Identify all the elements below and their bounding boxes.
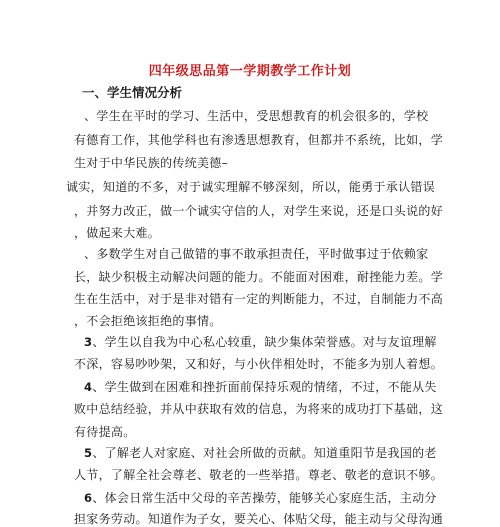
document-title: 四年级思品第一学期教学工作计划: [148, 64, 352, 79]
paragraph-line: 4、学生做到在困难和挫折面前保持乐观的情绪，不过，不能从失: [84, 380, 437, 394]
paragraph-line: 有德育工作，其他学科也有渗透思想教育，但都并不系统，比如，学: [74, 133, 444, 147]
paragraph-line: 不深，容易吵吵架，又和好，与小伙伴相处时，不能多为别人着想。: [74, 357, 444, 371]
paragraph-line: 长，缺少积极主动解决问题的能力。不能面对困难，耐挫能力差。学: [74, 270, 444, 284]
section-heading: 一、学生情况分析: [82, 85, 183, 100]
paragraph-line: 诚实，知道的不多，对于诚实理解不够深刻，所以，能勇于承认错误: [66, 180, 436, 194]
paragraph-line: 有待提高。: [74, 425, 136, 439]
paragraph-line: 5、了解老人对家庭、对社会所做的贡献。知道重阳节是我国的老: [84, 446, 437, 460]
paragraph-line: 担家务劳动。知道作为子女，要关心、体贴父母，能主动与父母沟通: [74, 512, 444, 526]
paragraph-line: 、多数学生对自己做错的事不敢承担责任，平时做事过于依赖家: [84, 247, 429, 261]
paragraph-line: 、学生在平时的学习、生活中，受思想教育的机会很多的，学校: [84, 109, 429, 123]
paragraph-line: 6、体会日常生活中父母的辛苦操劳，能够关心家庭生活，主动分: [84, 491, 437, 505]
paragraph-line: ，做起来大难。: [74, 226, 161, 240]
paragraph-line: ，并努力改正，做一个诚实守信的人，对学生来说，还是口头说的好: [74, 204, 444, 218]
paragraph-line: 3、学生以自我为中心私心较重，缺少集体荣誉感。对与友谊理解: [84, 335, 437, 349]
paragraph-line: 生对于中华民族的传统美德–: [74, 156, 228, 170]
paragraph-line: 生在生活中，对于是非对错有一定的判断能力，不过，自制能力不高: [74, 292, 444, 306]
paragraph-line: 人节，了解全社会尊老、敬老的一些举措。尊老、敬老的意识不够。: [74, 468, 444, 482]
paragraph-line: ，不会拒绝该拒绝的事情。: [74, 314, 222, 328]
paragraph-line: 败中总结经验，并从中获取有效的信息，为将来的成功打下基础，这: [74, 402, 444, 416]
